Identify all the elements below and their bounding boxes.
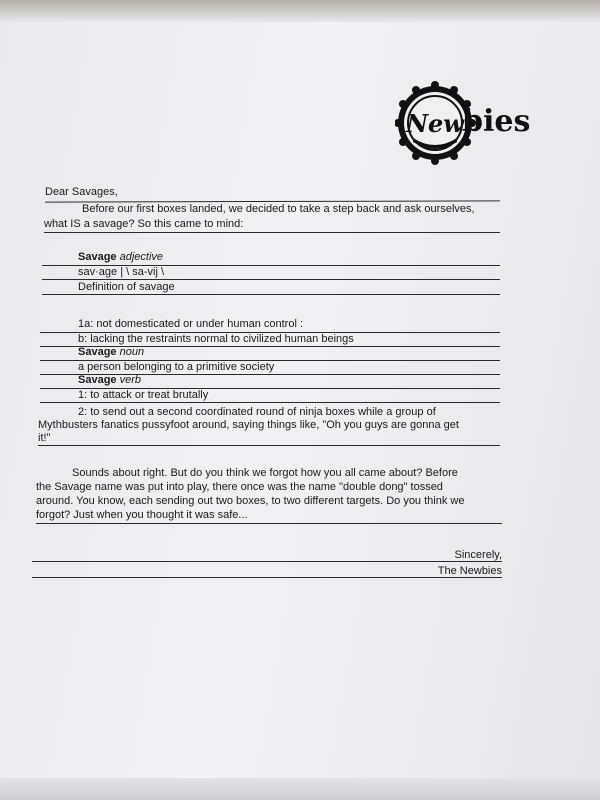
definition-1b: b: lacking the restraints normal to civilized human beings xyxy=(78,333,354,345)
paragraph-2-line-1: Sounds about right. But do you think we forgot how you all came about? Before xyxy=(72,467,458,479)
bottom-shadow xyxy=(0,778,600,800)
underline xyxy=(36,523,502,524)
adjective-entry xyxy=(78,251,163,264)
top-shadow xyxy=(0,0,600,22)
noun-word: Savage xyxy=(78,346,117,358)
adjective-word: Savage xyxy=(78,251,117,263)
noun-label: noun xyxy=(119,346,145,358)
logo-tail-text: bies xyxy=(462,104,531,139)
definition-heading: Definition of savage xyxy=(78,281,175,293)
logo-badge-text: New xyxy=(406,109,464,138)
underline xyxy=(40,402,500,403)
verb-label: verb xyxy=(119,374,141,386)
underline xyxy=(32,561,502,562)
salutation: Dear Savages, xyxy=(45,186,118,198)
intro-line-2: what IS a savage? So this came to mind: xyxy=(44,218,244,230)
signature: The Newbies xyxy=(437,565,502,577)
underline xyxy=(32,577,502,578)
verb-definition-2-line-3: it!" xyxy=(38,432,51,444)
paragraph-2-line-2: the Savage name was put into play, there once was the name "double dong" tossed xyxy=(36,481,443,493)
paragraph-2-line-3: around. You know, each sending out two boxes, to two different targets. Do you think we xyxy=(36,495,465,507)
verb-definition-2-line-1: 2: to send out a second coordinated round of ninja boxes while a group of xyxy=(78,406,436,418)
intro-line-1: Before our first boxes landed, we decided to take a step back and ask ourselves, xyxy=(82,203,475,215)
adjective-label: adjective xyxy=(119,251,164,263)
verb-definition-1: 1: to attack or treat brutally xyxy=(78,389,209,401)
paragraph-2-line-4: forgot? Just when you thought it was safe... xyxy=(36,509,248,521)
verb-word: Savage xyxy=(78,374,117,386)
noun-entry xyxy=(78,346,144,359)
pronunciation: sav·age | \ sa-vij \ xyxy=(78,266,164,278)
noun-definition: a person belonging to a primitive society xyxy=(78,361,275,373)
underline xyxy=(42,294,500,295)
verb-entry xyxy=(78,374,141,387)
underline xyxy=(38,445,500,446)
verb-definition-2-line-2: Mythbusters fanatics pussyfoot around, saying things like, "Oh you guys are gonna get xyxy=(38,419,459,431)
closing: Sincerely, xyxy=(454,549,502,561)
underline xyxy=(44,232,500,233)
definition-1a: 1a: not domesticated or under human control : xyxy=(78,318,304,330)
